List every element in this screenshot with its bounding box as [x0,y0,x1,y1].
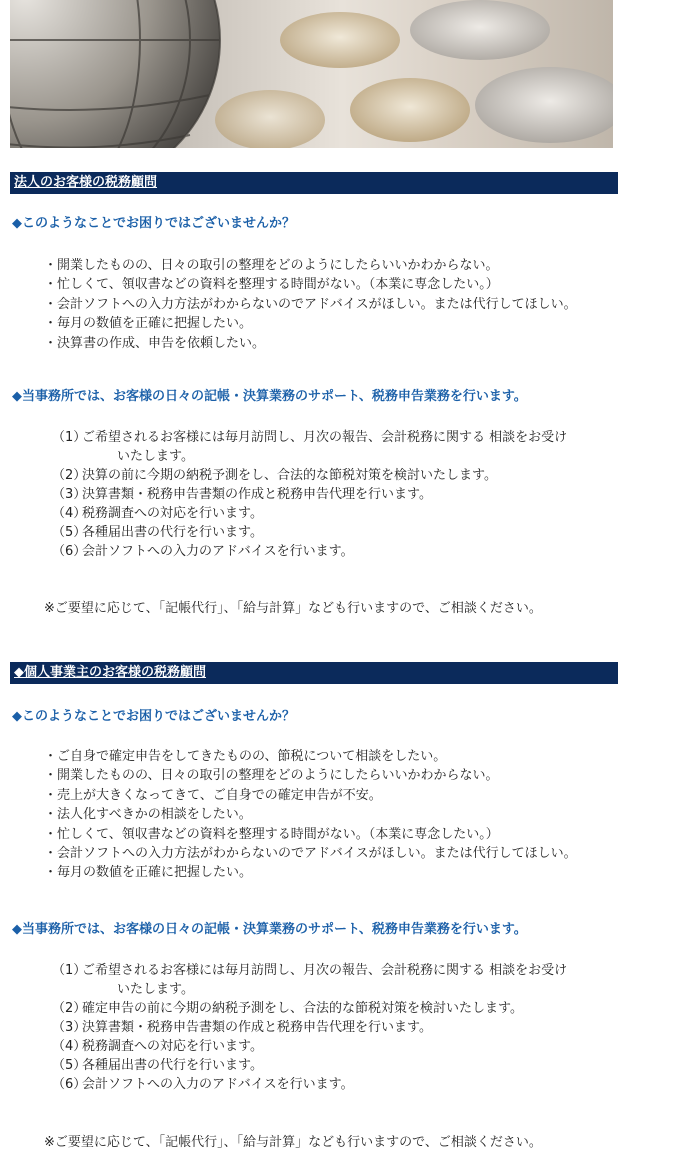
list-item: （6）会計ソフトへの入力のアドバイスを行います。 [52,544,354,559]
list-item: ・決算書の作成、申告を依頼したい。 [44,335,266,351]
list-item: ・ご自身で確定申告をしてきたものの、節税について相談をしたい。 [44,749,447,764]
section-title-individual: ◆個人事業主のお客様の税務顧問 [10,662,618,684]
service-list [52,428,567,561]
list-item: （1）ご希望されるお客様には毎月訪問し、月次の報告、会計税務に関する 相談をお受け いたします。 [52,963,568,997]
globe-coins-illustration [10,0,613,148]
service-heading: ◆当事務所では、お客様の日々の記帳・決算業務のサポート、税務申告業務を行います。 [12,922,527,937]
list-item: （5）各種届出書の代行を行います。 [52,525,263,540]
note-text: ※ご要望に応じて、「記帳代行」、「給与計算」なども行いますので、ご相談ください。 [44,601,542,616]
list-item: ・開業したものの、日々の取引の整理をどのようにしたらいいかわからない。 [44,768,499,784]
list-item: （6）会計ソフトへの入力のアドバイスを行います。 [52,1077,354,1092]
concern-list [44,256,577,353]
question-heading: ◆このようなことでお困りではございませんか？ [12,709,295,724]
list-item: ・開業したものの、日々の取引の整理をどのようにしたらいいかわからない。 [44,258,499,273]
concern-list [44,747,577,883]
list-item: （4）税務調査への対応を行います。 [52,1039,263,1054]
list-item: （5）各種届出書の代行を行います。 [52,1058,263,1073]
list-item: ・売上が大きくなってきて、ご自身での確定申告が不安。 [44,787,382,803]
service-heading: ◆当事務所では、お客様の日々の記帳・決算業務のサポート、税務申告業務を行います。 [12,389,527,404]
list-item: （3）決算書類・税務申告書類の作成と税務申告代理を行います。 [52,1020,432,1035]
list-item: ・会計ソフトへの入力方法がわからないのでアドバイスがほしい。または代行してほしい。 [44,845,577,861]
note-text: ※ご要望に応じて、「記帳代行」、「給与計算」なども行いますので、ご相談ください。 [44,1135,542,1150]
question-heading: ◆このようなことでお困りではございませんか？ [12,216,295,231]
list-item: ・忙しくて、領収書などの資料を整理する時間がない。（本業に専念したい。） [44,277,499,293]
hero-image [10,0,613,148]
list-item: ・毎月の数値を正確に把握したい。 [44,865,253,881]
list-item: （2）確定申告の前に今期の納税予測をし、合法的な節税対策を検討いたします。 [52,1001,523,1016]
section-title-corporate: 法人のお客様の税務顧問 [10,172,618,194]
list-item: ・法人化すべきかの相談をしたい。 [44,807,252,823]
list-item: ・会計ソフトへの入力方法がわからないのでアドバイスがほしい。または代行してほしい。 [44,296,577,312]
list-item: ・忙しくて、領収書などの資料を整理する時間がない。（本業に専念したい。） [44,826,499,842]
list-item: （2）決算の前に今期の納税予測をし、合法的な節税対策を検討いたします。 [52,468,497,483]
list-item: ・毎月の数値を正確に把握したい。 [44,316,253,332]
list-item: （4）税務調査への対応を行います。 [52,506,263,521]
service-list [52,961,567,1094]
list-item: （3）決算書類・税務申告書類の作成と税務申告代理を行います。 [52,487,432,502]
list-item: （1）ご希望されるお客様には毎月訪問し、月次の報告、会計税務に関する 相談をお受け いたします。 [52,430,568,464]
